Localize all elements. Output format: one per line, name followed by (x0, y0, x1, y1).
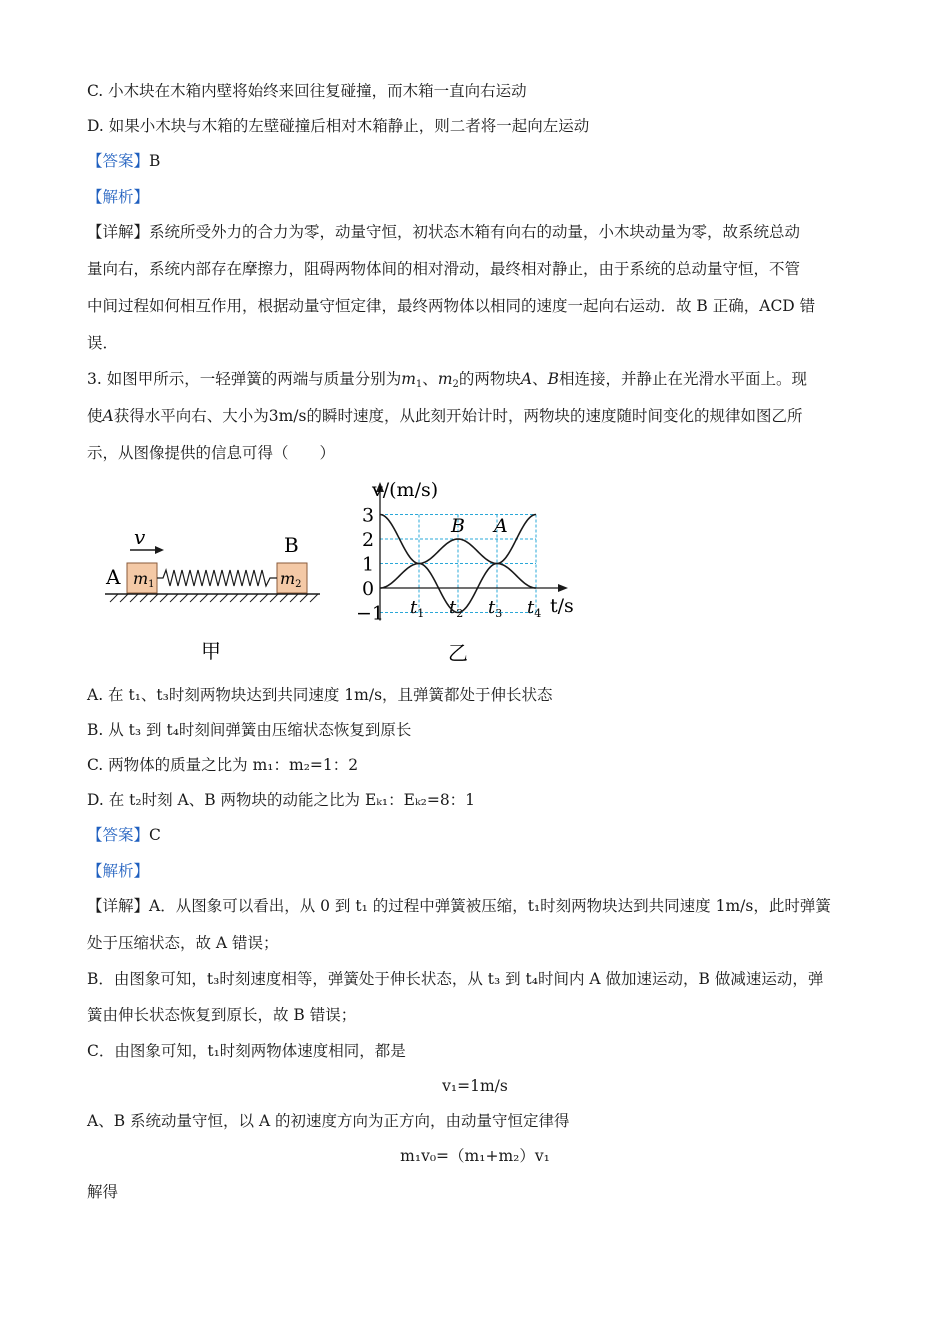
velocity-label: v (134, 525, 146, 549)
prev-detail-3: 中间过程如何相互作用，根据动量守恒定律，最终两物体以相同的速度一起向右运动．故 B 正确，ACD 错 (87, 297, 816, 315)
detail-text: A．从图象可以看出，从 0 到 t₁ 的过程中弹簧被压缩，t₁时刻两物块达到共同速度 1m/s，此时弹簧 (149, 897, 831, 915)
answer-tag: 【答案】 (87, 152, 150, 170)
y-tick-label: −1 (356, 602, 385, 625)
q3-stem-3: 示，从图像提供的信息可得（ ） (87, 444, 336, 462)
velocity-arrow-head (155, 546, 164, 554)
prev-option-d: D. 如果小木块与木箱的左壁碰撞后相对木箱静止，则二者将一起向左运动 (87, 117, 590, 135)
q3-detail-2: 处于压缩状态，故 A 错误； (87, 934, 279, 952)
prev-analysis-tag (87, 187, 867, 207)
x-tick-label: $t_1$ (410, 597, 425, 620)
prev-detail-2: 量向右，系统内部存在摩擦力，阻碍两物体间的相对滑动，最终相对静止，由于系统的总动量守恒，不管 (87, 260, 801, 278)
caption-jia: 甲 (201, 639, 221, 663)
vt-chart (340, 478, 580, 668)
separator: 、 (532, 370, 548, 388)
separator: 、 (422, 370, 438, 388)
y-tick-label: 2 (362, 529, 375, 551)
q3-option-b: B. 从 t₃ 到 t₄时刻间弹簧由压缩状态恢复到原长 (87, 721, 412, 739)
equation-momentum: m₁v₀=（m₁+m₂）v₁ (400, 1147, 550, 1165)
prev-answer (87, 151, 867, 171)
caption-yi: 乙 (448, 641, 468, 665)
series-label-a: A (494, 515, 508, 537)
x-tick-label: $t_4$ (527, 597, 542, 620)
detail-tag: 【详解】 (87, 223, 150, 241)
analysis-tag: 【解析】 (87, 188, 150, 206)
q3-detail-4: 簧由伸长状态恢复到原长，故 B 错误； (87, 1006, 357, 1024)
x-tick-label: $t_2$ (449, 597, 464, 620)
q3-stem-1 (87, 369, 867, 389)
prev-detail-1 (87, 222, 867, 242)
block-a-symbol: A (520, 370, 533, 388)
stem-text: 的瞬时速度，从此刻开始计时，两物块的速度随时间变化的规律如图乙所 (306, 407, 803, 425)
q3-detail-7: 解得 (87, 1183, 119, 1201)
x-axis-arrow (558, 584, 568, 592)
series-label-b: B (451, 515, 465, 537)
figure-jia (100, 520, 330, 670)
q3-answer (87, 825, 867, 845)
stem-text: 相连接，并静止在光滑水平面上。现 (559, 370, 808, 388)
q3-detail-3: B．由图象可知，t₃时刻速度相等，弹簧处于伸长状态，从 t₃ 到 t₄时间内 A 做加速运动，B 做减速运动，弹 (87, 970, 824, 988)
mass-sub: 1 (415, 379, 423, 390)
detail-tag: 【详解】 (87, 897, 150, 915)
block-b-symbol: B (547, 370, 560, 388)
y-tick-label: 0 (362, 578, 375, 600)
q3-detail-5: C．由图象可知，t₁时刻两物体速度相同，都是 (87, 1042, 406, 1060)
stem-text: 使 (87, 407, 103, 425)
block-a-symbol: A (102, 407, 114, 425)
q3-detail-6: A、B 系统动量守恒，以 A 的初速度方向为正方向，由动量守恒定律得 (87, 1112, 570, 1130)
mass-symbol: m (401, 370, 416, 388)
stem-text: 获得水平向右、大小为 (113, 407, 269, 425)
equation-v1: v₁=1m/s (442, 1077, 508, 1095)
mass-symbol: m (437, 370, 453, 388)
label-a: A (106, 565, 121, 589)
answer-value: B (149, 152, 161, 170)
x-tick-label: $t_3$ (488, 597, 503, 620)
stem-text: 3. 如图甲所示，一轻弹簧的两端与质量分别为 (87, 370, 402, 388)
detail-text: 系统所受外力的合力为零，动量守恒，初状态木箱有向右的动量，小木块动量为零，故系统总动 (149, 223, 801, 241)
q3-analysis-tag (87, 861, 867, 881)
answer-tag: 【答案】 (87, 826, 150, 844)
q3-detail-1 (87, 896, 867, 916)
y-tick-label: 1 (362, 553, 375, 576)
stem-text: 的两物块 (458, 370, 521, 388)
q3-option-a: A. 在 t₁、t₃时刻两物块达到共同速度 1m/s，且弹簧都处于伸长状态 (87, 686, 553, 704)
mass-sub: 2 (452, 379, 459, 390)
ground-hatch (110, 594, 318, 602)
q3-option-d: D. 在 t₂时刻 A、B 两物块的动能之比为 Eₖ₁：Eₖ₂=8：1 (87, 791, 476, 809)
label-b: B (284, 533, 299, 557)
block-m1-label: m1 (133, 569, 155, 590)
prev-option-c: C. 小木块在木箱内壁将始终来回往复碰撞，而木箱一直向右运动 (87, 82, 527, 100)
y-tick-label: 3 (362, 504, 375, 527)
speed-value: 3m/s (268, 407, 307, 425)
q3-stem-2 (87, 406, 867, 426)
answer-value: C (149, 826, 161, 844)
y-axis-label: v/(m/s) (372, 479, 439, 501)
spring (157, 570, 277, 586)
prev-detail-4: 误． (87, 334, 119, 352)
block-m2-label: m2 (280, 569, 302, 590)
q3-option-c: C. 两物体的质量之比为 m₁：m₂=1：2 (87, 756, 359, 774)
x-axis-label: t/s (550, 595, 574, 617)
analysis-tag: 【解析】 (87, 862, 150, 880)
